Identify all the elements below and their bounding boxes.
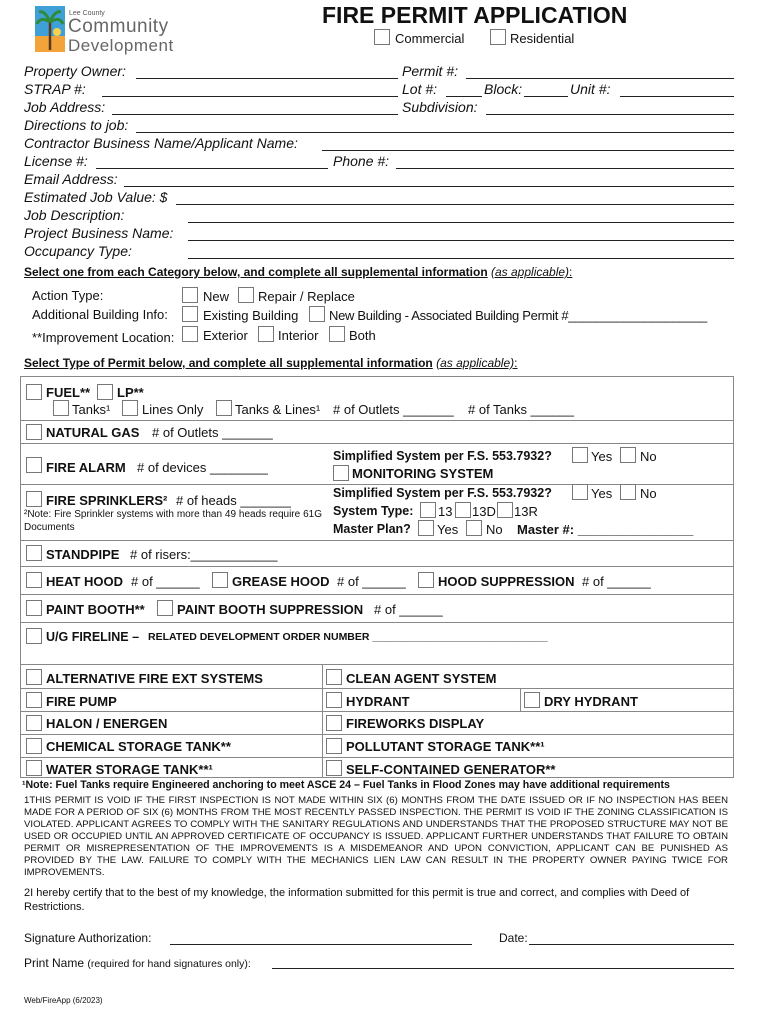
unit-label: Unit #: <box>570 81 611 97</box>
natural-gas-label: NATURAL GAS <box>46 425 140 440</box>
hood-supp-count[interactable]: # of ______ <box>582 574 651 589</box>
master-plan-label: Master Plan? <box>333 522 411 536</box>
logo-small-text: Lee County <box>69 10 105 17</box>
signature-label: Signature Authorization: <box>24 931 152 945</box>
improvement-label: **Improvement Location: <box>32 330 175 345</box>
contractor-label: Contractor Business Name/Applicant Name: <box>24 135 298 151</box>
fa-simplified-label: Simplified System per F.S. 553.7932? <box>333 449 552 463</box>
st13-checkbox[interactable] <box>420 502 436 518</box>
fs-no-checkbox[interactable] <box>620 484 636 500</box>
job-address-field[interactable] <box>112 114 398 115</box>
ug-fireline-checkbox[interactable] <box>26 628 42 644</box>
fuel-outlets[interactable]: # of Outlets _______ <box>333 402 454 417</box>
both-checkbox[interactable] <box>329 326 345 342</box>
new-building-checkbox[interactable] <box>309 306 325 322</box>
st13d-checkbox[interactable] <box>455 502 471 518</box>
generator-label: SELF-CONTAINED GENERATOR** <box>346 762 556 777</box>
subdivision-field[interactable] <box>486 114 734 115</box>
mp-no-label: No <box>486 522 503 537</box>
pollutant-tank-checkbox[interactable] <box>326 738 342 754</box>
water-tank-label: WATER STORAGE TANK**¹ <box>46 762 213 777</box>
fs-simplified-label: Simplified System per F.S. 553.7932? <box>333 486 552 500</box>
master-number[interactable]: Master #: ________________ <box>517 522 694 537</box>
paint-booth-label: PAINT BOOTH** <box>46 602 145 617</box>
interior-label: Interior <box>278 328 319 343</box>
footer-code: Web/FireApp (6/2023) <box>24 996 103 1005</box>
job-address-label: Job Address: <box>24 99 106 115</box>
chem-tank-label: CHEMICAL STORAGE TANK** <box>46 739 231 754</box>
certify-text: 2I hereby certify that to the best of my knowledge, the information submitted for this permit is true and correct, and complies with Deed of Restrictions. <box>24 887 690 913</box>
project-name-label: Project Business Name: <box>24 225 174 241</box>
lines-only-checkbox[interactable] <box>122 400 138 416</box>
occupancy-field[interactable] <box>188 258 734 259</box>
repair-checkbox[interactable] <box>238 287 254 303</box>
residential-label: Residential <box>510 31 575 46</box>
monitoring-label: MONITORING SYSTEM <box>352 466 494 481</box>
date-field[interactable] <box>529 944 734 945</box>
halon-checkbox[interactable] <box>26 715 42 731</box>
existing-checkbox[interactable] <box>182 306 198 322</box>
mp-yes-checkbox[interactable] <box>418 520 434 536</box>
print-name-label: Print Name (required for hand signatures only): <box>24 956 251 970</box>
permit-no-field[interactable] <box>466 78 734 79</box>
st13-label: 13 <box>438 504 453 519</box>
new-building-label: New Building - Associated Building Permit #____________________ <box>329 308 707 323</box>
heat-hood-checkbox[interactable] <box>26 572 42 588</box>
paint-supp-count[interactable]: # of ______ <box>374 602 443 617</box>
hood-supp-checkbox[interactable] <box>418 572 434 588</box>
st13d-label: 13D <box>472 504 496 519</box>
alt-fire-checkbox[interactable] <box>26 669 42 685</box>
job-description-field[interactable] <box>188 222 734 223</box>
strap-label: STRAP #: <box>24 81 86 97</box>
new-checkbox[interactable] <box>182 287 198 303</box>
interior-checkbox[interactable] <box>258 326 274 342</box>
chem-tank-checkbox[interactable] <box>26 738 42 754</box>
clean-agent-checkbox[interactable] <box>326 669 342 685</box>
page-title: FIRE PERMIT APPLICATION <box>322 2 628 28</box>
grease-hood-checkbox[interactable] <box>212 572 228 588</box>
heat-hood-label: HEAT HOOD <box>46 574 124 589</box>
occupancy-label: Occupancy Type: <box>24 243 132 259</box>
category-heading: Select one from each Category below, and complete all supplemental information (as applicable): <box>24 265 573 279</box>
email-label: Email Address: <box>24 171 118 187</box>
fireworks-label: FIREWORKS DISPLAY <box>346 716 485 731</box>
contractor-field[interactable] <box>322 150 734 151</box>
property-owner-field[interactable] <box>136 78 398 79</box>
logo <box>35 6 205 54</box>
fuel-note: ¹Note: Fuel Tanks require Engineered anchoring to meet ASCE 24 – Fuel Tanks in Flood Zones may have additional requirements <box>22 779 670 791</box>
fire-alarm-devices[interactable]: # of devices ________ <box>137 460 268 475</box>
email-field[interactable] <box>124 186 734 187</box>
sprinkler-note: ²Note: Fire Sprinkler systems with more than 49 heads require 61G Documents <box>24 509 322 533</box>
action-type-label: Action Type: <box>32 288 104 303</box>
residential-checkbox[interactable] <box>490 29 506 45</box>
new-label: New <box>203 289 230 304</box>
signature-field[interactable] <box>170 944 472 945</box>
subdivision-label: Subdivision: <box>402 99 478 115</box>
tanks-lines-label: Tanks & Lines¹ <box>235 402 321 417</box>
lot-field[interactable] <box>446 96 482 97</box>
standpipe-risers[interactable]: # of risers:____________ <box>130 547 278 562</box>
lines-only-label: Lines Only <box>142 402 204 417</box>
void-text: 1THIS PERMIT IS VOID IF THE FIRST INSPECTION IS NOT MADE WITHIN SIX (6) MONTHS FROM THE DATE ISSUED OR IF NO INSPECTION HAS BEEN MADE FOR A PERIOD OF SIX (6) MONTHS FROM THE MOST RECENTLY PASSED INSPECTION. THE PERMIT IS VOID IF THE ZONING CLASSIFICATION IS VIOLATED. APPLICANT AGREES TO COMPLY WITH THE SANITARY REGULATIONS AND UNDERSTANDS THAT THE PROPOSED STRUCTURE MAY NOT BE USED OR OCCUPIED UNTIL AN APPROVED CERTIFICATE OF OCCUPANCY IS ISSUED. APPLICANT FURTHER UNDERSTANDS THAT FAILURE TO OBTAIN PERMIT OR MISREPRESENTATION OF THE IMPROVEMENTS IS A MISDEMEANOR AND UPON CONVICTION, APPLICANT CAN BE PUNISHED AS PROVIDED BY THE LAW. FAILURE TO COMPLY WITH THE MECHANICS LIEN LAW CAN RESULT IN THE PROPERTY OWNER PAYING TWICE FOR IMPROVEMENTS. <box>24 795 728 878</box>
exterior-label: Exterior <box>203 328 248 343</box>
unit-field[interactable] <box>620 96 734 97</box>
directions-label: Directions to job: <box>24 117 129 133</box>
logo-line1: Community <box>68 16 169 37</box>
mp-no-checkbox[interactable] <box>466 520 482 536</box>
tanks-label: Tanks¹ <box>72 402 111 417</box>
dry-hydrant-checkbox[interactable] <box>524 692 540 708</box>
hydrant-checkbox[interactable] <box>326 692 342 708</box>
commercial-checkbox[interactable] <box>374 29 390 45</box>
fire-alarm-checkbox[interactable] <box>26 457 42 473</box>
directions-field[interactable] <box>136 132 734 133</box>
clean-agent-label: CLEAN AGENT SYSTEM <box>346 671 497 686</box>
fuel-checkbox[interactable] <box>26 384 42 400</box>
job-value-field[interactable] <box>176 204 734 205</box>
phone-label: Phone #: <box>333 153 390 169</box>
heat-hood-count[interactable]: # of ______ <box>131 574 200 589</box>
permit-no-label: Permit #: <box>402 63 459 79</box>
halon-label: HALON / ENERGEN <box>46 716 168 731</box>
block-field[interactable] <box>524 96 568 97</box>
mp-yes-label: Yes <box>437 522 459 537</box>
monitoring-checkbox[interactable] <box>333 465 349 481</box>
st13r-label: 13R <box>514 504 538 519</box>
logo-line2: Development <box>68 36 174 55</box>
tanks-lines-checkbox[interactable] <box>216 400 232 416</box>
hood-supp-label: HOOD SUPPRESSION <box>438 574 575 589</box>
sprinklers-checkbox[interactable] <box>26 491 42 507</box>
generator-checkbox[interactable] <box>326 760 342 776</box>
pollutant-tank-label: POLLUTANT STORAGE TANK**¹ <box>346 739 545 754</box>
natural-gas-checkbox[interactable] <box>26 424 42 440</box>
job-value-label: Estimated Job Value: $ <box>24 189 168 205</box>
permit-type-heading: Select Type of Permit below, and complete all supplemental information (as applicable): <box>24 356 518 370</box>
ug-fireline-label: U/G FIRELINE – <box>46 630 140 644</box>
st13r-checkbox[interactable] <box>497 502 513 518</box>
water-tank-checkbox[interactable] <box>26 760 42 776</box>
lp-label: LP** <box>117 385 144 400</box>
fa-no-label: No <box>640 449 657 464</box>
lot-label: Lot #: <box>402 81 438 97</box>
system-type-label: System Type: <box>333 504 414 518</box>
print-name-field[interactable] <box>272 968 734 969</box>
fa-yes-checkbox[interactable] <box>572 447 588 463</box>
paint-supp-checkbox[interactable] <box>157 600 173 616</box>
property-owner-label: Property Owner: <box>24 63 126 79</box>
paint-booth-checkbox[interactable] <box>26 600 42 616</box>
license-field[interactable] <box>96 168 328 169</box>
additional-info-label: Additional Building Info: <box>32 307 168 322</box>
related-order-label[interactable]: RELATED DEVELOPMENT ORDER NUMBER ______________________________ <box>148 631 548 643</box>
fs-no-label: No <box>640 486 657 501</box>
standpipe-checkbox[interactable] <box>26 545 42 561</box>
exterior-checkbox[interactable] <box>182 326 198 342</box>
fa-yes-label: Yes <box>591 449 613 464</box>
dry-hydrant-label: DRY HYDRANT <box>544 694 638 709</box>
date-label: Date: <box>499 931 528 945</box>
grease-hood-label: GREASE HOOD <box>232 574 330 589</box>
lp-checkbox[interactable] <box>97 384 113 400</box>
alt-fire-label: ALTERNATIVE FIRE EXT SYSTEMS <box>46 671 263 686</box>
fireworks-checkbox[interactable] <box>326 715 342 731</box>
license-label: License #: <box>24 153 88 169</box>
standpipe-label: STANDPIPE <box>46 547 120 562</box>
natural-gas-outlets[interactable]: # of Outlets _______ <box>152 425 273 440</box>
strap-field[interactable] <box>102 96 398 97</box>
phone-field[interactable] <box>396 168 734 169</box>
commercial-label: Commercial <box>395 31 465 46</box>
hydrant-label: HYDRANT <box>346 694 410 709</box>
fuel-label: FUEL** <box>46 385 91 400</box>
repair-label: Repair / Replace <box>258 289 355 304</box>
fs-yes-checkbox[interactable] <box>572 484 588 500</box>
sprinklers-label: FIRE SPRINKLERS² <box>46 493 168 508</box>
fs-yes-label: Yes <box>591 486 613 501</box>
logo-palm-icon <box>35 6 65 52</box>
fa-no-checkbox[interactable] <box>620 447 636 463</box>
job-description-label: Job Description: <box>24 207 125 223</box>
fire-alarm-label: FIRE ALARM <box>46 460 126 475</box>
fire-pump-label: FIRE PUMP <box>46 694 117 709</box>
sprinklers-heads[interactable]: # of heads _______ <box>176 493 291 508</box>
paint-supp-label: PAINT BOOTH SUPPRESSION <box>177 602 364 617</box>
both-label: Both <box>349 328 376 343</box>
project-name-field[interactable] <box>188 240 734 241</box>
block-label: Block: <box>484 81 523 97</box>
fire-pump-checkbox[interactable] <box>26 692 42 708</box>
tanks-checkbox[interactable] <box>53 400 69 416</box>
fuel-tanks-count[interactable]: # of Tanks ______ <box>468 402 575 417</box>
existing-label: Existing Building <box>203 308 299 323</box>
grease-hood-count[interactable]: # of ______ <box>337 574 406 589</box>
